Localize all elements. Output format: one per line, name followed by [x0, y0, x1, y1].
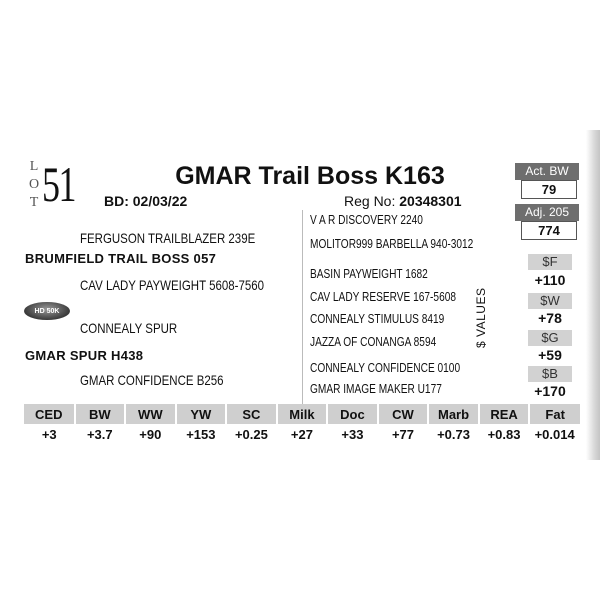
pedigree-right-6: JAZZA OF CONANGA 8594: [310, 334, 437, 349]
epd-header-fat: Fat: [529, 404, 580, 424]
lot-letter-o: O: [28, 177, 40, 192]
dollar-g-label: $G: [528, 330, 572, 346]
dollar-values-title: $ VALUES: [474, 287, 488, 348]
sire-sire: FERGUSON TRAILBLAZER 239E: [80, 230, 256, 246]
adj205-value: 774: [521, 221, 577, 240]
epd-value-fat: +0.014: [534, 427, 575, 442]
epd-value-yw: +153: [186, 427, 216, 442]
epd-header-bw: BW: [75, 404, 126, 424]
dollar-w-value: +78: [538, 310, 562, 326]
epd-header-cw: CW: [378, 404, 429, 424]
dollar-w-label: $W: [528, 293, 572, 309]
epd-value-sc: +0.25: [234, 427, 268, 442]
epd-header-yw: YW: [176, 404, 227, 424]
epd-value-milk: +27: [290, 427, 313, 442]
hd50k-badge: [24, 302, 70, 320]
epd-value-ww: +90: [139, 427, 162, 442]
pedigree-right-3: BASIN PAYWEIGHT 1682: [310, 266, 428, 281]
epd-header-milk: Milk: [277, 404, 328, 424]
lot-label: [27, 160, 41, 210]
epd-header-sc: SC: [226, 404, 277, 424]
pedigree-right-4: CAV LADY RESERVE 167-5608: [310, 289, 456, 304]
dam-sire: CONNEALY SPUR: [80, 320, 178, 336]
reg-number: 20348301: [399, 193, 462, 209]
dam-name: GMAR SPUR H438: [25, 348, 144, 363]
sire-dam: CAV LADY PAYWEIGHT 5608-7560: [80, 277, 264, 293]
epd-header-row: [24, 404, 580, 424]
dollar-g-value: +59: [538, 347, 562, 363]
dollar-b-label: $B: [528, 366, 572, 382]
lot-number: 51: [42, 156, 76, 212]
epd-header-ww: WW: [125, 404, 176, 424]
pedigree-right-7: CONNEALY CONFIDENCE 0100: [310, 360, 461, 375]
epd-header-rea: REA: [479, 404, 530, 424]
pedigree-right-2: MOLITOR999 BARBELLA 940-3012: [310, 236, 474, 251]
dam-dam: GMAR CONFIDENCE B256: [80, 372, 224, 388]
registration: [344, 193, 462, 209]
dollar-b-value: +170: [534, 383, 566, 399]
animal-name: GMAR Trail Boss K163: [175, 162, 445, 190]
lot-letter-t: T: [29, 195, 39, 210]
epd-header-marb: Marb: [428, 404, 479, 424]
epd-value-rea: +0.83: [487, 427, 521, 442]
epd-value-marb: +0.73: [437, 427, 470, 442]
act-bw-label: Act. BW: [515, 163, 579, 180]
adj205-label: Adj. 205: [515, 204, 579, 221]
epd-value-ced: +3: [41, 427, 57, 442]
dollar-f-value: +110: [534, 272, 566, 288]
badge-text: HD 50K: [34, 307, 60, 315]
sire-name: BRUMFIELD TRAIL BOSS 057: [25, 251, 217, 266]
birth-date: BD: 02/03/22: [104, 193, 188, 209]
act-bw-value: 79: [521, 180, 577, 199]
epd-value-cw: +77: [391, 427, 415, 442]
pedigree-right-5: CONNEALY STIMULUS 8419: [310, 311, 445, 326]
epd-value-row: [24, 424, 580, 445]
epd-header-ced: CED: [24, 404, 75, 424]
epd-table: [24, 404, 580, 445]
reg-label: Reg No:: [344, 193, 396, 209]
page-shadow: [586, 130, 600, 460]
lot-letter-l: L: [29, 159, 39, 174]
epd-value-doc: +33: [341, 427, 364, 442]
epd-header-doc: Doc: [327, 404, 378, 424]
pedigree-divider: [302, 210, 303, 404]
dollar-f-label: $F: [528, 254, 572, 270]
pedigree-right-1: V A R DISCOVERY 2240: [310, 212, 423, 227]
epd-value-bw: +3.7: [86, 427, 113, 442]
pedigree-right-8: GMAR IMAGE MAKER U177: [310, 381, 442, 396]
